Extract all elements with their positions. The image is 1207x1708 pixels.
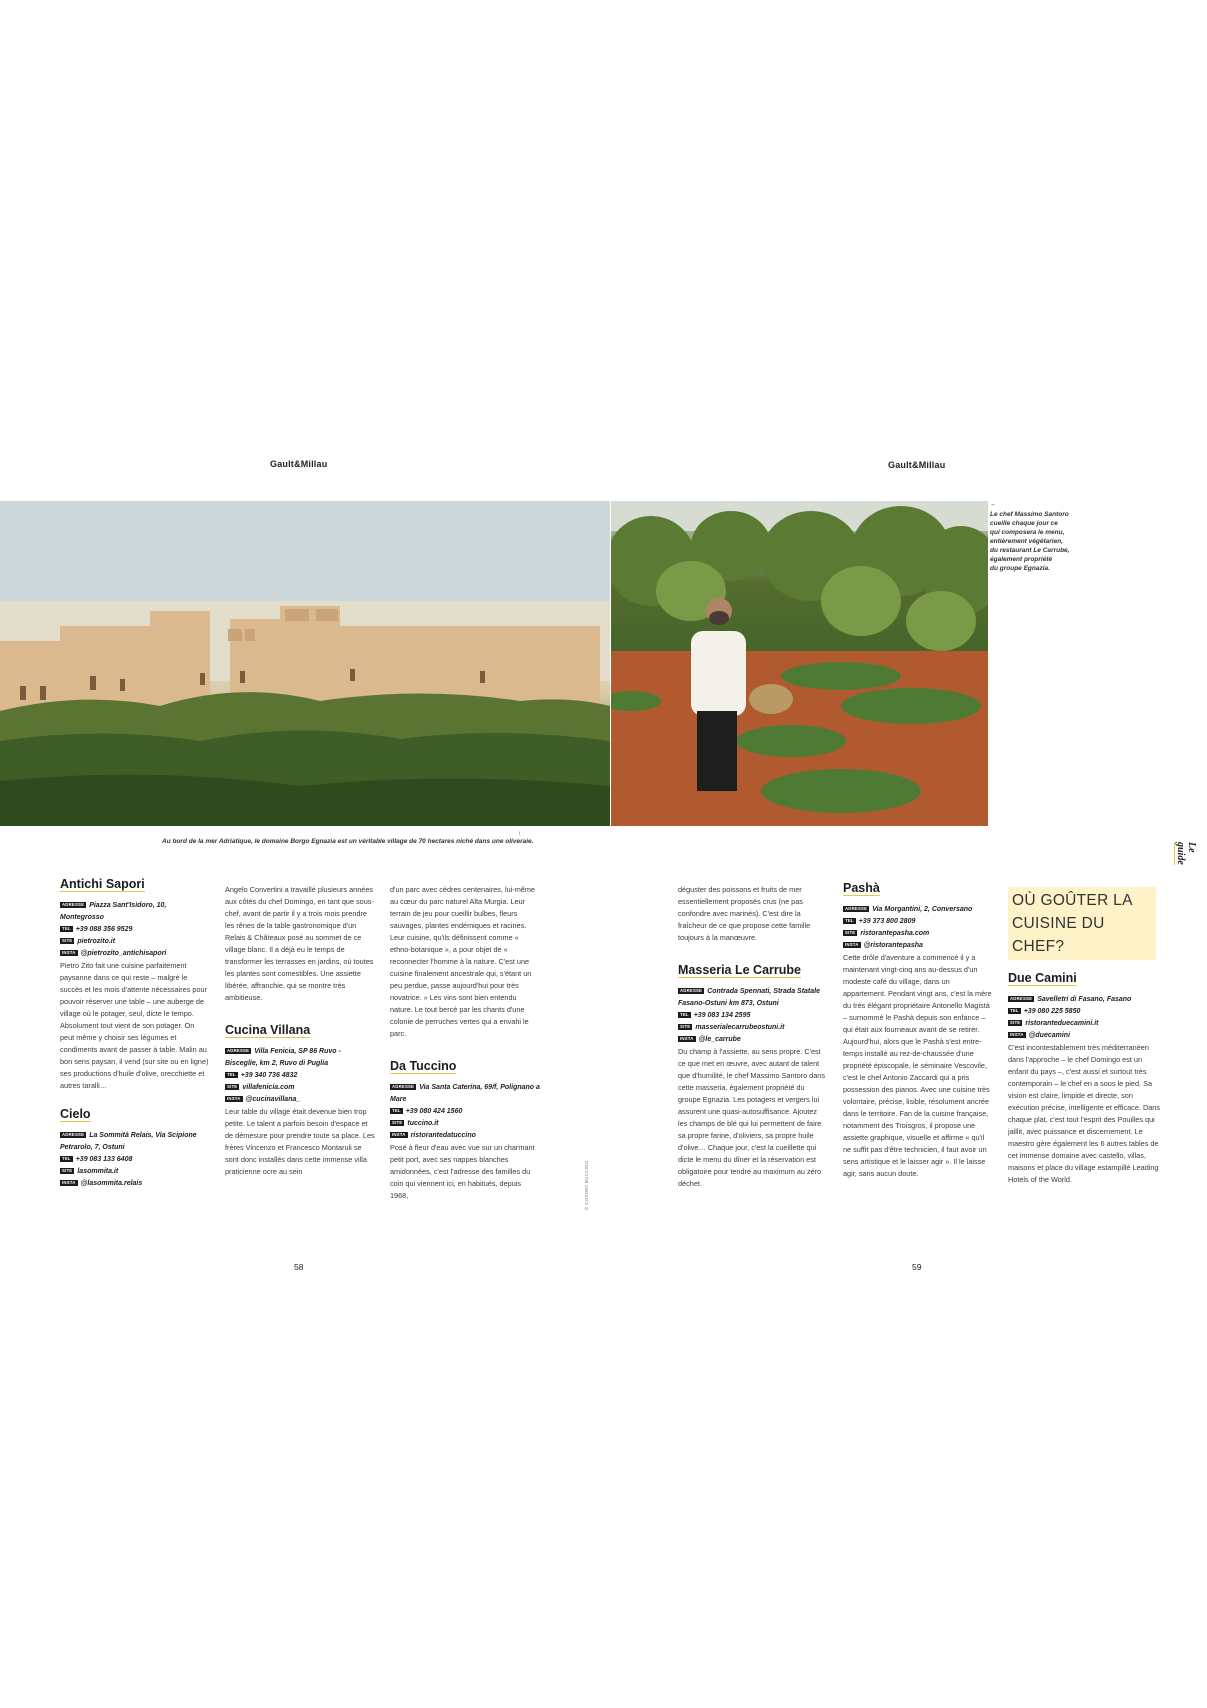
cielo-site[interactable]: SITE lasommita.it — [62, 1168, 119, 1175]
pasha-tel: TEL +39 373 800 2809 — [845, 918, 916, 925]
heading-cielo: Cielo — [60, 1107, 91, 1121]
camini-text: C'est incontestablement très méditerranéen dans l'approche – le chef Domingo est un enfant du pays –, c'est aussi et surtout très contemporain – le chef en a sous le pied. Sa vision est claire, limpide et directe, son exécution précise, intelligente et efficace. Dans chaque plat, c'est tout l'esprit des Pouilles qui jaillit, avec puissance et discernement. Le maestro gère également les 6 autres tables de cet immense domaine avec castello, villas, maisons et place du village estampillé Leading Hotels of the World. — [1008, 1043, 1160, 1184]
column-5 — [843, 882, 993, 1180]
photo-credit: © COSIMO BUCCINO — [584, 1160, 589, 1210]
cielo-insta[interactable]: INSTA @lasommita.relais — [62, 1180, 143, 1187]
side-tab-le-guide: Le guide — [1175, 842, 1197, 865]
column-3 — [390, 884, 540, 1202]
tuccino-site[interactable]: SITE tuccino.it — [392, 1120, 439, 1127]
column-1 — [60, 878, 210, 1190]
villana-insta[interactable]: INSTA @cucinavillana_ — [227, 1096, 301, 1103]
heading-da-tuccino: Da Tuccino — [390, 1059, 457, 1073]
cielo-address: ADRESSE La Sommità Relais, Via Scipione Petrarolo, 7, Ostuni — [60, 1132, 197, 1151]
villana-text: Leur table du village était devenue bien trop petite. Le talent a parfois besoin d'espace et de démesure pour prendre toute sa place. Les frères Vincenzo et Francesco Montaruli se sont donc installés dans cette immense villa praticienne ocre au sein — [225, 1107, 375, 1176]
box-ou-gouter: OÙ GOÛTER LA CUISINE DU CHEF? — [1008, 887, 1156, 960]
camini-site[interactable]: SITE ristoranteduecamini.it — [1010, 1020, 1099, 1027]
tuccino-address: ADRESSE Via Santa Caterina, 69/f, Polignano a Mare — [390, 1084, 540, 1103]
carrube-site[interactable]: SITE masserialecarrubeostuni.it — [680, 1024, 785, 1031]
villana-site[interactable]: SITE villafenicia.com — [227, 1084, 295, 1091]
column-6 — [1008, 887, 1160, 1186]
cielo-text: Angelo Convertini a travaillé plusieurs années aux côtés du chef Domingo, en tant que sous-chef, avant de partir il y a trois mois prendre les rênes de la table gastronomique d'un Relais & Châteaux posé au sommet de ce village blanc. Il a déjà eu le temps de transformer les terrasses en jardins, où toutes les plantes sont comestibles. Une assiette libérée, affranchie, qui se montre très ambitieuse. — [225, 885, 374, 1002]
antichi-insta[interactable]: INSTA @pietrozito_antichisapori — [62, 950, 167, 957]
caption-right: Le chef Massimo Santoro cueille chaque jour ce qui composera le menu, entièrement végétarien, du restaurant Le Carrube, également propriété du groupe Egnazia. — [990, 511, 1070, 572]
tuccino-insta[interactable]: INSTA ristorantedatuccino — [392, 1132, 476, 1139]
antichi-address: ADRESSE Piazza Sant'Isidoro, 10, Montegrosso — [60, 902, 167, 921]
camini-address: ADRESSE Savelletri di Fasano, Fasano — [1010, 996, 1132, 1003]
villana-tel: TEL +39 340 736 4832 — [227, 1072, 298, 1079]
villana-text-cont: d'un parc avec cèdres centenaires, lui-même au cœur du parc naturel Alta Murgia. Leur terrain de jeu pour cueillir bulbes, fleurs sauvages, plantes endémiques et racines. Leur cuisine, qu'ils définissent comme « ethno-botanique », a pour objet de « reconnecter l'homme à la nature. C'est une cuisine finalement ancestrale qui, s'étant un peu perdue, passe aujourd'hui pour très novatrice. » Les vins sont bien entendu nature. Le tout bercé par les chants d'une colonie de perruches vertes qui a envahi le parc. — [390, 885, 535, 1038]
page-number-left: 58 — [294, 1262, 304, 1272]
brand-left: Gault&Millau — [270, 459, 328, 469]
heading-pasha: Pashà — [843, 881, 880, 895]
carrube-insta[interactable]: INSTA @le_carrube — [680, 1036, 741, 1043]
heading-due-camini: Due Camini — [1008, 971, 1077, 985]
caption-left: Au bord de la mer Adriatique, le domaine Borgo Egnazia est un véritable village de 70 hectares niché dans une oliveraie. — [162, 838, 534, 845]
cielo-tel: TEL +39 083 133 6408 — [62, 1156, 133, 1163]
column-2 — [225, 884, 375, 1178]
brand-right: Gault&Millau — [888, 460, 946, 470]
carrube-tel: TEL +39 083 134 2595 — [680, 1012, 751, 1019]
photo-borgo-egnazia — [0, 501, 610, 826]
antichi-text: Pietro Zito fait une cuisine parfaitement paysanne dans ce qui reste – malgré le succès et les mois d'attente nécessaires pour pouvoir réserver une table – une auberge de village où le potager, seul, dicte le tempo. Absolument tout vient de son potager. On peut même y choisir ses légumes et condiments avant de passer à table. Malin au bon sens paysan, il vend (sur site ou en ligne) ses productions d'huile d'olive, orecchiette et autres taralli… — [60, 961, 209, 1090]
heading-cucina-villana: Cucina Villana — [225, 1023, 311, 1037]
tuccino-text: Posé à fleur d'eau avec vue sur un charmant petit port, avec ses nappes blanches amidonnées, c'est l'adresse des familles du coin qui viennent ici, en habitués, depuis 1968, — [390, 1143, 535, 1200]
pasha-site[interactable]: SITE ristorantepasha.com — [845, 930, 930, 937]
pasha-address: ADRESSE Via Morgantini, 2, Conversano — [845, 906, 973, 913]
pasha-text: Cette drôle d'aventure a commencé il y a maintenant vingt-cinq ans au-dessus d'un modeste café du village, dans un appartement. Pendant vingt ans, c'est la mère du très élégant propriétaire Antonello Magistà – surnommé le Pashà depuis son enfance – qui était aux fourneaux avant de se retirer. Aujourd'hui, alors que le Pashà s'est entre-temps installé au rez-de-chaussée d'une propriété épiscopale, le séminaire Vescovile, c'est le chef Antonio Zaccardi qui a pris possession des pianos. Avec une cuisine très volontaire, précise, lisible, résolument ancrée dans le territoire. Fan de la cuisine française, notamment des Troisgros, il propose une assiette graphique, visuelle et affirme « qu'il ne suffit pas d'être technicien, il faut avoir un sens artistique et le laisser agir ». Il le laisse agir, sans aucun doute. — [843, 953, 992, 1178]
photo-chef-garden — [611, 501, 988, 826]
carrube-text: Du champ à l'assiette, au sens propre. C'est ce que met en œuvre, avec autant de talent que d'humilité, le chef Massimo Santoro dans cette masseria, également propriété du groupe Egnazia. Les potagers et vergers lui assurent une quasi-autosuffisance. Ajoutez les champs de blé qui lui permettent de faire sa propre farine, d'oliviers, sa propre huile d'olive… Chaque jour, c'est la cueillette qui dicte le menu du dîner et la réservation est obligatoire pour tendre au maximum au zéro déchet. — [678, 1047, 826, 1188]
antichi-site[interactable]: SITE pietrozito.it — [62, 938, 116, 945]
camini-insta[interactable]: INSTA @duecamini — [1010, 1032, 1071, 1039]
camini-tel: TEL +39 080 225 5850 — [1010, 1008, 1081, 1015]
tuccino-tel: TEL +39 080 424 1560 — [392, 1108, 463, 1115]
caption-arrow-up: ↑ — [518, 830, 522, 837]
column-4 — [678, 884, 828, 1190]
tuccino-text-cont: déguster des poissons et fruits de mer essentiellement proposés crus (ne pas confondre avec marinés). C'est dire la fraîcheur de ce que propose cette famille toujours à la manœuvre. — [678, 885, 811, 942]
carrube-address: ADRESSE Contrada Spennati, Strada Statale Fasano-Ostuni km 873, Ostuni — [678, 988, 820, 1007]
villana-address: ADRESSE Villa Fenicia, SP 86 Ruvo - Bisceglie, km 2, Ruvo di Puglia — [225, 1048, 341, 1067]
heading-antichi-sapori: Antichi Sapori — [60, 877, 145, 891]
page-number-right: 59 — [912, 1262, 922, 1272]
heading-masseria-le-carrube: Masseria Le Carrube — [678, 963, 801, 977]
pasha-insta[interactable]: INSTA @ristorantepasha — [845, 942, 923, 949]
caption-arrow-left: ← — [990, 501, 997, 508]
antichi-tel: TEL +39 088 356 9529 — [62, 926, 133, 933]
